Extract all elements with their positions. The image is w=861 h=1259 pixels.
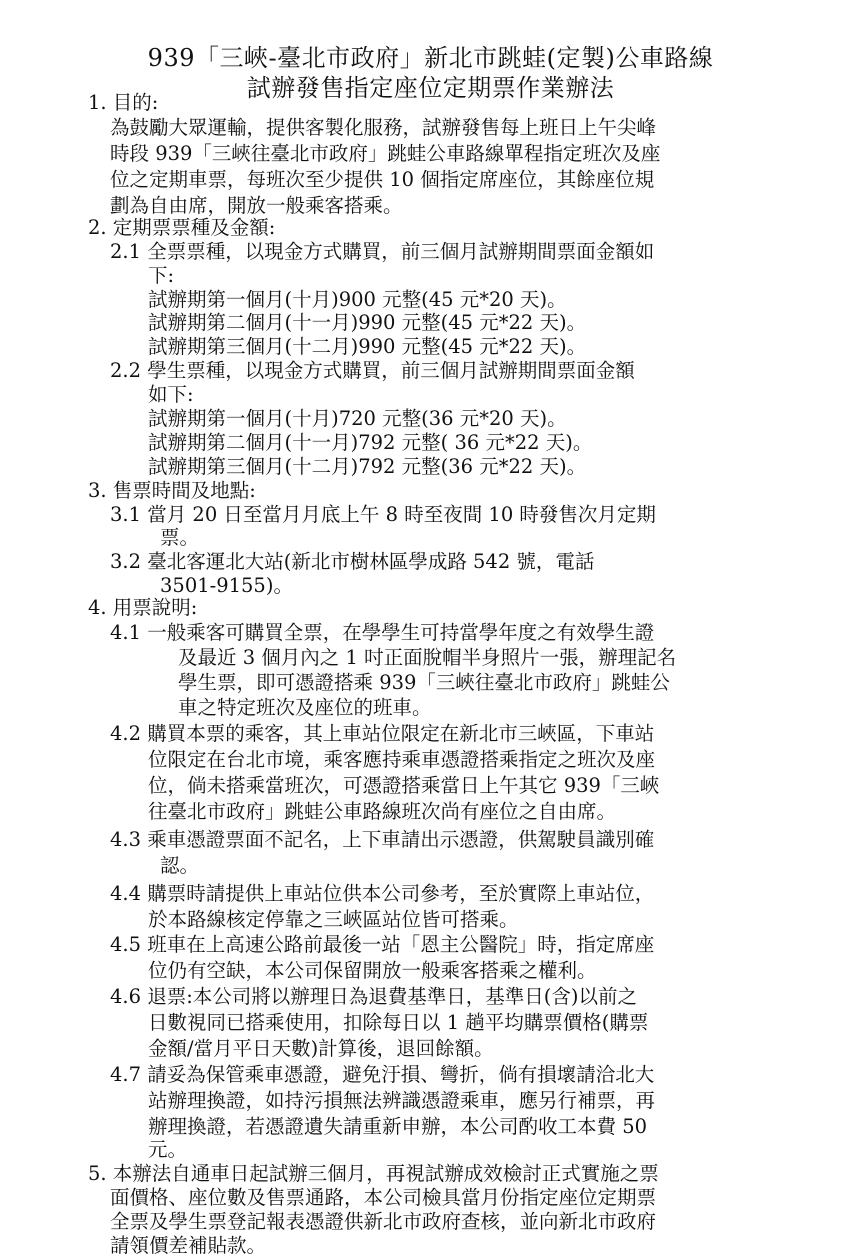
text-line: 試辦期第一個月(十月)900 元整(45 元*20 天)。 [148, 288, 567, 311]
text-line: 於本路線核定停靠之三峽區站位皆可搭乘。 [148, 908, 519, 931]
text-line: 試辦期第二個月(十一月)792 元整( 36 元*22 天)。 [148, 431, 593, 454]
text-line: 位之定期車票，每班次至少提供 10 個指定席座位，其餘座位規 [110, 168, 655, 191]
text-line: 4.5 班車在上高速公路前最後一站「恩主公醫院」時，指定席座 [110, 933, 655, 956]
text-line: 4.6 退票:本公司將以辦理日為退費基準日，基準日(含)以前之 [110, 985, 637, 1008]
text-line: 站辦理換證，如持污損無法辨識憑證乘車，應另行補票，再 [148, 1089, 656, 1112]
text-line: 金額/當月平日天數)計算後，退回餘額。 [148, 1037, 494, 1060]
document-title-line-1: 939「三峽-臺北市政府」新北市跳蛙(定製)公車路線 [147, 44, 714, 72]
text-line: 試辦期第二個月(十一月)990 元整(45 元*22 天)。 [148, 311, 587, 334]
text-line: 及最近 3 個月內之 1 吋正面脫帽半身照片一張，辦理記名 [178, 646, 677, 669]
text-line: 位，倘未搭乘當班次，可憑證搭乘當日上午其它 939「三峽 [148, 774, 660, 797]
text-line: 元。 [148, 1138, 188, 1161]
text-line: 試辦期第三個月(十二月)990 元整(45 元*22 天)。 [148, 335, 587, 358]
text-line: 4.3 乘車憑證票面不記名，上下車請出示憑證，供駕駛員識別確 [110, 828, 655, 851]
text-line: 4.1 一般乘客可購買全票，在學學生可持當學年度之有效學生證 [110, 621, 655, 644]
text-line: 為鼓勵大眾運輸，提供客製化服務，試辦發售每上班日上午尖峰 [110, 116, 657, 139]
text-line: 請領價差補貼款。 [110, 1234, 267, 1257]
section-heading: 4. 用票說明: [88, 596, 198, 619]
text-line: 往臺北市政府」跳蛙公車路線班次尚有座位之自由席。 [148, 800, 617, 823]
section-heading: 1. 目的: [88, 91, 159, 114]
text-line: 2.2 學生票種，以現金方式購買，前三個月試辦期間票面金額 [110, 359, 635, 382]
text-line: 全票及學生票登記報表憑證供新北市政府查核，並向新北市政府 [110, 1210, 657, 1233]
text-line: 4.4 購票時請提供上車站位供本公司參考，至於實際上車站位， [110, 882, 655, 905]
text-line: 下: [148, 264, 175, 287]
text-line: 日數視同已搭乘使用，扣除每日以 1 趟平均購票價格(購票 [148, 1011, 649, 1034]
text-line: 試辦期第一個月(十月)720 元整(36 元*20 天)。 [148, 407, 567, 430]
text-line: 3.1 當月 20 日至當月月底上午 8 時至夜間 10 時發售次月定期 [110, 503, 656, 526]
section-heading: 5. 本辦法自通車日起試辦三個月，再視試辦成效檢討正式實施之票 [88, 1162, 659, 1185]
text-line: 如下: [148, 383, 194, 406]
text-line: 位仍有空缺，本公司保留開放一般乘客搭乘之權利。 [148, 959, 597, 982]
text-line: 4.2 購買本票的乘客，其上車站位限定在新北市三峽區，下車站 [110, 722, 655, 745]
text-line: 3.2 臺北客運北大站(新北市樹林區學成路 542 號，電話 [110, 550, 595, 573]
section-heading: 2. 定期票票種及金額: [88, 216, 276, 239]
text-line: 票。 [160, 526, 200, 549]
text-line: 車之特定班次及座位的班車。 [178, 696, 432, 719]
text-line: 試辦期第三個月(十二月)792 元整(36 元*22 天)。 [148, 455, 587, 478]
text-line: 3501-9155)。 [160, 574, 293, 597]
text-line: 2.1 全票票種，以現金方式購買，前三個月試辦期間票面金額如 [110, 240, 655, 263]
text-line: 劃為自由席，開放一般乘客搭乘。 [110, 194, 403, 217]
text-line: 位限定在台北市境，乘客應持乘車憑證搭乘指定之班次及座 [148, 748, 656, 771]
text-line: 認。 [160, 854, 200, 877]
document-title-line-2: 試辦發售指定座位定期票作業辦法 [246, 74, 615, 102]
section-heading: 3. 售票時間及地點: [88, 479, 256, 502]
text-line: 時段 939「三峽往臺北市政府」跳蛙公車路線單程指定班次及座 [110, 142, 661, 165]
text-line: 學生票，即可憑證搭乘 939「三峽往臺北市政府」跳蛙公 [178, 671, 670, 694]
text-line: 辦理換證，若憑證遺失請重新申辦，本公司酌收工本費 50 [148, 1115, 648, 1138]
text-line: 面價格、座位數及售票通路，本公司檢具當月份指定座位定期票 [110, 1186, 657, 1209]
text-line: 4.7 請妥為保管乘車憑證，避免汙損、彎折，倘有損壞請洽北大 [110, 1063, 655, 1086]
